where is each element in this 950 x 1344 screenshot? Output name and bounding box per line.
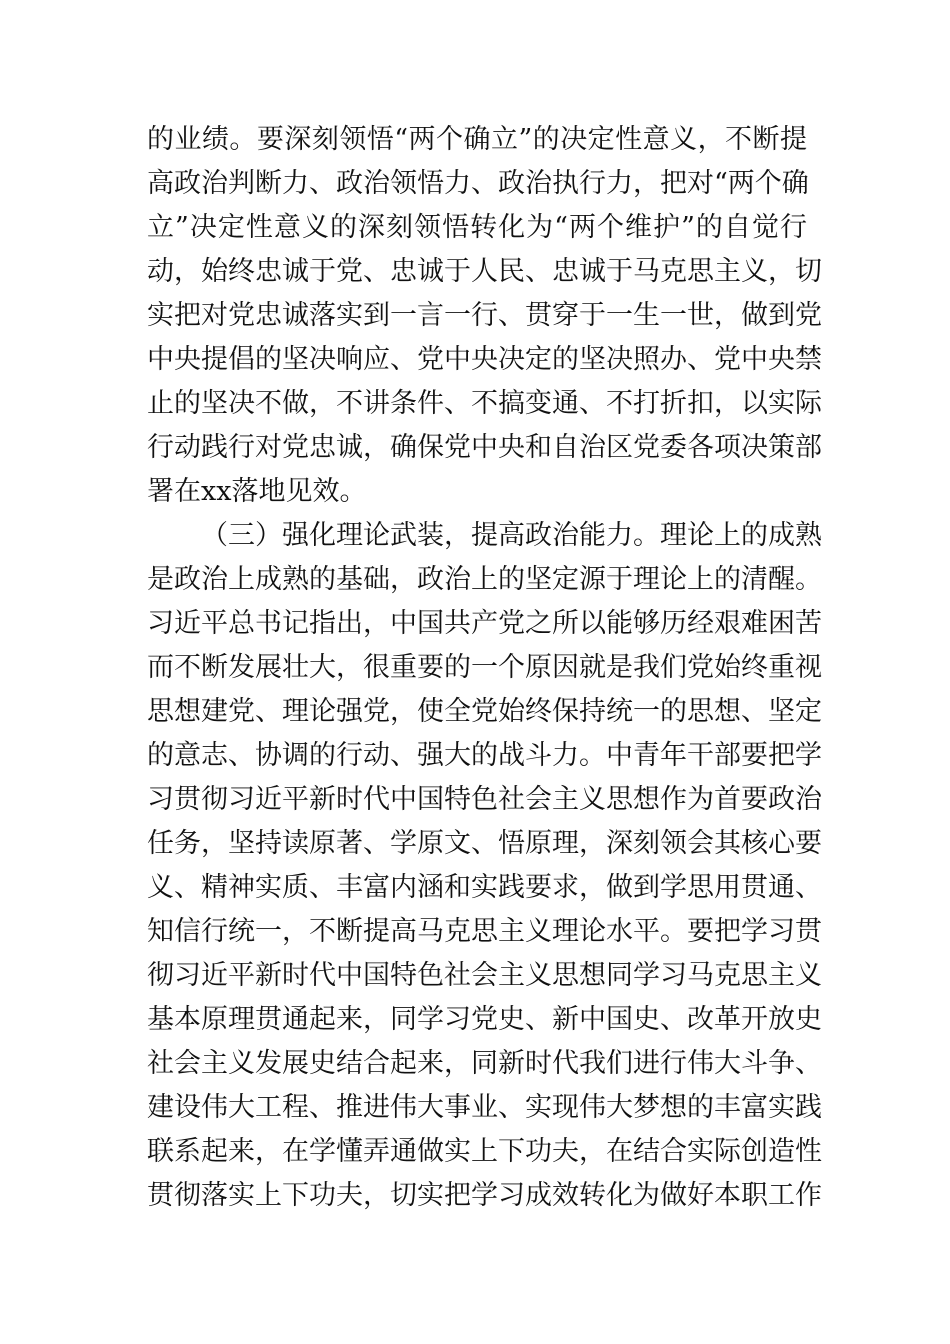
text-line: 而不断发展壮大，很重要的一个原因就是我们党始终重视 [147,652,822,683]
text-line: 的意志、协调的行动、强大的战斗力。中青年干部要把学 [147,740,822,771]
text-line: 建设伟大工程、推进伟大事业、实现伟大梦想的丰富实践 [147,1092,822,1123]
document-body [147,118,822,1218]
text-line: 习近平总书记指出，中国共产党之所以能够历经艰难困苦 [147,608,822,639]
text-line: 贯彻落实上下功夫，切实把学习成效转化为做好本职工作 [147,1180,822,1211]
text-line: 彻习近平新时代中国特色社会主义思想同学习马克思主义 [147,960,822,991]
text-line: 的业绩。要深刻领悟“两个确立”的决定性意义，不断提 [147,124,807,155]
text-line: 联系起来，在学懂弄通做实上下功夫，在结合实际创造性 [147,1136,822,1167]
text-line: 社会主义发展史结合起来，同新时代我们进行伟大斗争、 [147,1048,822,1079]
text-line: 立”决定性意义的深刻领悟转化为“两个维护”的自觉行 [147,212,807,243]
text-line: 任务，坚持读原著、学原文、悟原理，深刻领会其核心要 [147,828,822,859]
text-line: 基本原理贯通起来，同学习党史、新中国史、改革开放史 [147,1004,822,1035]
text-line: 止的坚决不做，不讲条件、不搞变通、不打折扣，以实际 [147,388,822,419]
text-line: 实把对党忠诚落实到一言一行、贯穿于一生一世，做到党 [147,300,822,331]
text-line: 是政治上成熟的基础，政治上的坚定源于理论上的清醒。 [147,564,822,595]
text-line: 习贯彻习近平新时代中国特色社会主义思想作为首要政治 [147,784,822,815]
text-line: 高政治判断力、政治领悟力、政治执行力，把对“两个确 [147,168,809,199]
text-line: 中央提倡的坚决响应、党中央决定的坚决照办、党中央禁 [147,344,822,375]
section-heading-line: （三）强化理论武装，提高政治能力。理论上的成熟 [201,520,822,551]
text-line: 行动践行对党忠诚，确保党中央和自治区党委各项决策部 [147,432,822,463]
text-line: 思想建党、理论强党，使全党始终保持统一的思想、坚定 [147,696,822,727]
text-line: 知信行统一，不断提高马克思主义理论水平。要把学习贯 [147,916,822,947]
text-line: 动，始终忠诚于党、忠诚于人民、忠诚于马克思主义，切 [147,256,822,287]
text-line: 义、精神实质、丰富内涵和实践要求，做到学思用贯通、 [147,872,822,903]
text-line-paragraph-end: 署在xx落地见效。 [147,476,367,507]
